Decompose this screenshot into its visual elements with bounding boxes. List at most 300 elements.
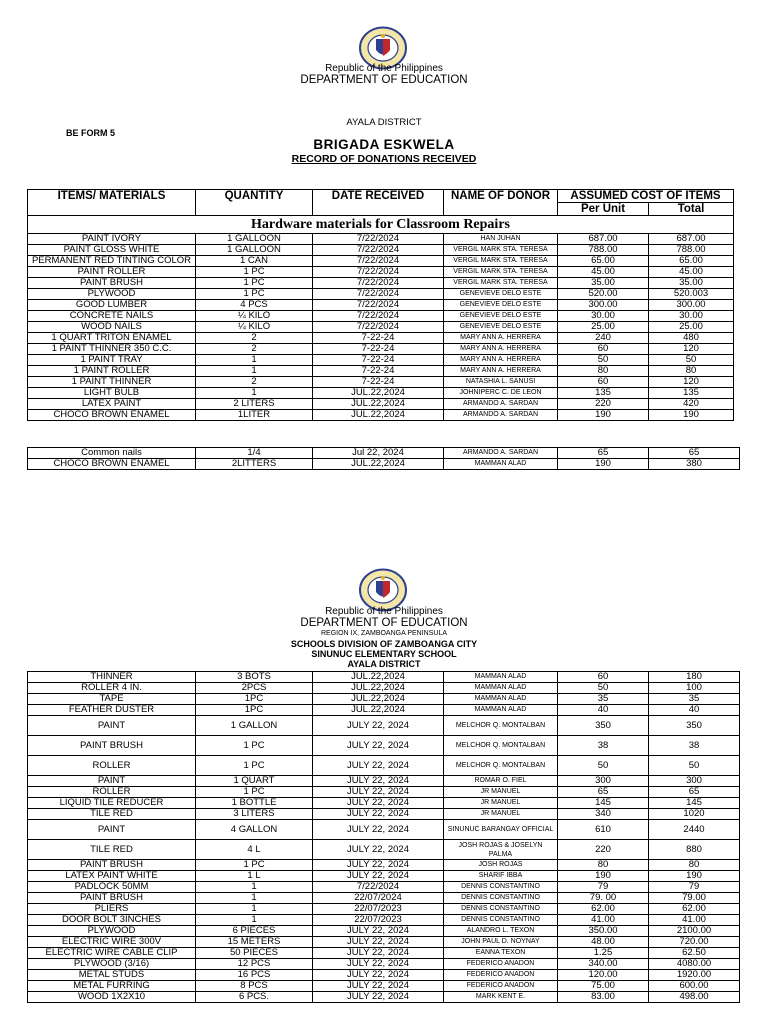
cell-per-unit: 50 [558,756,649,776]
cell-quantity: 2 [196,344,313,355]
cell-date: JULY 22, 2024 [313,756,444,776]
cell-per-unit: 25.00 [558,322,649,333]
cell-donor: SINUNUC BARANGAY OFFICIAL [444,820,558,840]
donations-table-3 [27,671,740,1003]
cell-quantity: 1 [196,388,313,399]
cell-item: 1 PAINT TRAY [28,355,196,366]
cell-date: JUL.22,2024 [313,399,444,410]
cell-total: 480 [649,333,734,344]
cell-donor: FEDERICO ANADON [444,981,558,992]
cell-per-unit: 190 [558,871,649,882]
cell-donor: DENNIS CONSTANTINO [444,882,558,893]
cell-donor: MARY ANN A. HERRERA [444,366,558,377]
cell-quantity: 1 L [196,871,313,882]
cell-item: LATEX PAINT [28,399,196,410]
cell-per-unit: 45.00 [558,267,649,278]
cell-item: LIQUID TILE REDUCER [28,798,196,809]
table-row [28,344,734,355]
table-row [28,683,740,694]
col-cost-header: ASSUMED COST OF ITEMS [558,190,734,203]
cell-date: JULY 22, 2024 [313,736,444,756]
cell-quantity: 3 BOTS [196,672,313,683]
cell-total: 62.00 [649,904,740,915]
cell-date: 7-22-24 [313,355,444,366]
cell-per-unit: 65 [558,448,649,459]
cell-item: PLYWOOD [28,926,196,937]
cell-date: JUL.22,2024 [313,683,444,694]
cell-donor: MAMMAN ALAD [444,694,558,705]
cell-item: PAINT BRUSH [28,278,196,289]
cell-date: JUL.22,2024 [313,410,444,421]
cell-total: 180 [649,672,740,683]
cell-per-unit: 220 [558,840,649,860]
cell-total: 788.00 [649,245,734,256]
cell-date: 7/22/2024 [313,289,444,300]
cell-item: WOOD NAILS [28,322,196,333]
cell-per-unit: 240 [558,333,649,344]
cell-donor: FEDERICO ANADON [444,970,558,981]
cell-item: PLIERS [28,904,196,915]
cell-item: PLYWOOD [28,289,196,300]
table-row [28,256,734,267]
cell-per-unit: 50 [558,683,649,694]
cell-date: JULY 22, 2024 [313,860,444,871]
cell-total: 100 [649,683,740,694]
cell-donor: VERGIL MARK STA. TERESA [444,245,558,256]
cell-item: CHOCO BROWN ENAMEL [28,410,196,421]
table-row [28,366,734,377]
table-row [28,893,740,904]
cell-quantity: 1PC [196,694,313,705]
col-items-header: ITEMS/ MATERIALS [28,190,196,216]
cell-total: 720.00 [649,937,740,948]
cell-item: WOOD 1X2X10 [28,992,196,1003]
cell-total: 120 [649,377,734,388]
cell-item: PERMANENT RED TINTING COLOR [28,256,196,267]
cell-date: JULY 22, 2024 [313,840,444,860]
cell-total: 35.00 [649,278,734,289]
cell-total: 420 [649,399,734,410]
cell-item: PAINT BRUSH [28,736,196,756]
cell-total: 65.00 [649,256,734,267]
table-row [28,776,740,787]
cell-donor: MAMMAN ALAD [444,705,558,716]
cell-quantity: 1 PC [196,736,313,756]
table-row [28,981,740,992]
cell-quantity: 50 PIECES [196,948,313,959]
cell-quantity: 6 PCS. [196,992,313,1003]
cell-item: ELECTRIC WIRE CABLE CLIP [28,948,196,959]
cell-per-unit: 62.00 [558,904,649,915]
cell-per-unit: 520.00 [558,289,649,300]
cell-per-unit: 350 [558,716,649,736]
table-row [28,377,734,388]
cell-donor: ARMANDO A. SARDAN [444,448,558,459]
cell-date: 7/22/2024 [313,300,444,311]
col-date-header: DATE RECEIVED [313,190,444,216]
cell-quantity: 1 GALLOON [196,245,313,256]
cell-per-unit: 350.00 [558,926,649,937]
cell-per-unit: 120.00 [558,970,649,981]
cell-date: JULY 22, 2024 [313,992,444,1003]
cell-item: 1 PAINT ROLLER [28,366,196,377]
cell-item: THINNER [28,672,196,683]
cell-donor: MAMMAN ALAD [444,672,558,683]
cell-total: 41.00 [649,915,740,926]
cell-quantity: 1 QUART [196,776,313,787]
table-row [28,871,740,882]
cell-per-unit: 687.00 [558,234,649,245]
table-row [28,787,740,798]
district-heading-2: AYALA DISTRICT [347,659,421,669]
cell-donor: JR MANUEL [444,787,558,798]
cell-date: JULY 22, 2024 [313,798,444,809]
table-row [28,937,740,948]
cell-date: JULY 22, 2024 [313,981,444,992]
cell-donor: MARK KENT E. [444,992,558,1003]
cell-quantity: 16 PCS [196,970,313,981]
table-row [28,716,740,736]
cell-date: JUL.22,2024 [313,388,444,399]
cell-per-unit: 35 [558,694,649,705]
cell-date: 22/07/2023 [313,915,444,926]
cell-per-unit: 65.00 [558,256,649,267]
cell-item: PAINT BRUSH [28,860,196,871]
section-title: Hardware materials for Classroom Repairs [28,216,734,234]
table-row [28,355,734,366]
cell-donor: VERGIL MARK STA. TERESA [444,256,558,267]
donations-table-2 [27,447,740,470]
col-donor-header: NAME OF DONOR [444,190,558,216]
cell-donor: FEDERICO ANADON [444,959,558,970]
cell-item: ROLLER [28,787,196,798]
cell-total: 45.00 [649,267,734,278]
district-heading: AYALA DISTRICT [346,117,422,128]
cell-item: TAPE [28,694,196,705]
cell-donor: VERGIL MARK STA. TERESA [444,267,558,278]
cell-per-unit: 50 [558,355,649,366]
cell-per-unit: 300.00 [558,300,649,311]
cell-date: JULY 22, 2024 [313,787,444,798]
cell-date: JULY 22, 2024 [313,959,444,970]
table-row [28,882,740,893]
school-heading: SINUNUC ELEMENTARY SCHOOL [311,649,457,659]
cell-item: FEATHER DUSTER [28,705,196,716]
republic-heading-2: Republic of the Philippines [325,606,443,617]
cell-total: 687.00 [649,234,734,245]
cell-per-unit: 35.00 [558,278,649,289]
cell-donor: JR MANUEL [444,809,558,820]
cell-donor: DENNIS CONSTANTINO [444,915,558,926]
cell-per-unit: 40 [558,705,649,716]
cell-item: Common nails [28,448,196,459]
cell-total: 520.003 [649,289,734,300]
cell-total: 190 [649,410,734,421]
cell-quantity: 1 [196,893,313,904]
cell-total: 120 [649,344,734,355]
cell-total: 40 [649,705,740,716]
cell-item: TILE RED [28,840,196,860]
cell-total: 300 [649,776,740,787]
cell-donor: GENEVIEVE DELO ESTE [444,300,558,311]
cell-item: PAINT GLOSS WHITE [28,245,196,256]
cell-per-unit: 30.00 [558,311,649,322]
record-title: RECORD OF DONATIONS RECEIVED [291,153,477,165]
cell-total: 80 [649,366,734,377]
cell-item: ELECTRIC WIRE 300V [28,937,196,948]
cell-total: 35 [649,694,740,705]
cell-per-unit: 80 [558,366,649,377]
cell-quantity: 4 PCS [196,300,313,311]
cell-donor: ALANDRO L. TEXON [444,926,558,937]
table-row [28,948,740,959]
cell-date: 7/22/2024 [313,267,444,278]
table-row [28,736,740,756]
republic-heading: Republic of the Philippines [325,63,443,74]
cell-date: JULY 22, 2024 [313,871,444,882]
table-row [28,798,740,809]
cell-item: PAINT ROLLER [28,267,196,278]
table-row [28,245,734,256]
cell-donor: JOHNIPERC C. DE LEON [444,388,558,399]
cell-item: CHOCO BROWN ENAMEL [28,459,196,470]
table-row [28,926,740,937]
cell-per-unit: 135 [558,388,649,399]
cell-total: 30.00 [649,311,734,322]
cell-date: JULY 22, 2024 [313,970,444,981]
table-row [28,992,740,1003]
cell-item: DOOR BOLT 3INCHES [28,915,196,926]
cell-date: JUL.22,2024 [313,672,444,683]
cell-quantity: 6 PIECES [196,926,313,937]
cell-quantity: 1 GALLOON [196,234,313,245]
table-row [28,959,740,970]
cell-date: JULY 22, 2024 [313,820,444,840]
donations-table-1 [27,189,734,421]
division-heading: SCHOOLS DIVISION OF ZAMBOANGA CITY [290,639,478,649]
cell-item: ROLLER 4 IN. [28,683,196,694]
cell-item: LATEX PAINT WHITE [28,871,196,882]
cell-donor: JR MANUEL [444,798,558,809]
cell-per-unit: 610 [558,820,649,840]
cell-quantity: 1 [196,355,313,366]
cell-donor: SHARIF IBBA [444,871,558,882]
cell-total: 380 [649,459,740,470]
table-row [28,860,740,871]
cell-date: Jul 22, 2024 [313,448,444,459]
cell-quantity: 1 PC [196,860,313,871]
cell-per-unit: 48.00 [558,937,649,948]
cell-item: 1 PAINT THINNER [28,377,196,388]
program-title: BRIGADA ESKWELA [313,137,455,152]
cell-item: PAINT [28,716,196,736]
cell-donor: ROMAR O. FIEL [444,776,558,787]
cell-total: 880 [649,840,740,860]
cell-per-unit: 41.00 [558,915,649,926]
cell-quantity: 1 CAN [196,256,313,267]
cell-date: 7/22/2024 [313,322,444,333]
cell-total: 80 [649,860,740,871]
cell-quantity: 1 GALLON [196,716,313,736]
cell-date: 7/22/2024 [313,256,444,267]
cell-quantity: 1 [196,882,313,893]
cell-total: 190 [649,871,740,882]
cell-per-unit: 83.00 [558,992,649,1003]
table-row [28,705,740,716]
cell-date: 7-22-24 [313,333,444,344]
cell-donor: JOHN PAUL D. NOYNAY [444,937,558,948]
cell-quantity: ¼ KILO [196,322,313,333]
cell-donor: JOSH ROJAS [444,860,558,871]
cell-date: JULY 22, 2024 [313,937,444,948]
table-row [28,410,734,421]
cell-quantity: 2 [196,377,313,388]
cell-donor: HAN JUHAN [444,234,558,245]
table-row [28,448,740,459]
cell-date: JULY 22, 2024 [313,776,444,787]
cell-item: PAINT BRUSH [28,893,196,904]
cell-donor: GENEVIEVE DELO ESTE [444,322,558,333]
cell-quantity: 12 PCS [196,959,313,970]
cell-item: PAINT [28,820,196,840]
cell-quantity: 2 LITERS [196,399,313,410]
cell-per-unit: 60 [558,344,649,355]
cell-item: METAL FURRING [28,981,196,992]
cell-date: JULY 22, 2024 [313,809,444,820]
table-row [28,694,740,705]
cell-donor: MELCHOR Q. MONTALBAN [444,736,558,756]
cell-quantity: 1 PC [196,787,313,798]
cell-total: 4080.00 [649,959,740,970]
cell-quantity: 1 PC [196,267,313,278]
cell-item: 1 PAINT THINNER 350 C.C. [28,344,196,355]
cell-donor: NATASHIA L. SANUSI [444,377,558,388]
cell-total: 38 [649,736,740,756]
cell-total: 50 [649,355,734,366]
department-heading: DEPARTMENT OF EDUCATION [300,74,468,86]
cell-quantity: 15 METERS [196,937,313,948]
cell-donor: GENEVIEVE DELO ESTE [444,289,558,300]
cell-total: 1020 [649,809,740,820]
table-row [28,234,734,245]
table-row [28,820,740,840]
cell-total: 65 [649,448,740,459]
cell-donor: JOSH ROJAS & JOSELYN PALMA [444,840,558,860]
cell-total: 62.50 [649,948,740,959]
cell-donor: MELCHOR Q. MONTALBAN [444,756,558,776]
cell-donor: MELCHOR Q. MONTALBAN [444,716,558,736]
region-heading: REGION IX, ZAMBOANGA PENINSULA [320,630,448,637]
col-per-unit-header: Per Unit [558,203,649,216]
cell-date: JULY 22, 2024 [313,716,444,736]
table-row [28,388,734,399]
cell-donor: MAMMAN ALAD [444,459,558,470]
table-row [28,333,734,344]
cell-total: 300.00 [649,300,734,311]
table-row [28,672,740,683]
cell-donor: VERGIL MARK STA. TERESA [444,278,558,289]
cell-date: 7/22/2024 [313,234,444,245]
cell-total: 135 [649,388,734,399]
cell-quantity: 4 L [196,840,313,860]
cell-quantity: 1 PC [196,278,313,289]
cell-quantity: 8 PCS [196,981,313,992]
cell-total: 498.00 [649,992,740,1003]
cell-per-unit: 80 [558,860,649,871]
cell-date: JULY 22, 2024 [313,926,444,937]
cell-date: 7/22/2024 [313,245,444,256]
cell-per-unit: 340.00 [558,959,649,970]
cell-date: 22/07/2024 [313,893,444,904]
cell-quantity: 1 [196,366,313,377]
cell-date: 22/07/2023 [313,904,444,915]
cell-item: 1 QUART TRITON ENAMEL [28,333,196,344]
cell-quantity: 1 [196,904,313,915]
cell-per-unit: 60 [558,672,649,683]
cell-per-unit: 75.00 [558,981,649,992]
cell-item: ROLLER [28,756,196,776]
table-row [28,459,740,470]
cell-total: 600.00 [649,981,740,992]
table-row [28,311,734,322]
cell-date: JUL.22,2024 [313,705,444,716]
cell-item: CONCRETE NAILS [28,311,196,322]
table-row [28,840,740,860]
table-row [28,289,734,300]
cell-donor: MARY ANN A. HERRERA [444,355,558,366]
table-row [28,756,740,776]
cell-date: JUL.22,2024 [313,459,444,470]
cell-total: 350 [649,716,740,736]
cell-quantity: 1 PC [196,289,313,300]
cell-date: 7-22-24 [313,366,444,377]
cell-per-unit: 190 [558,410,649,421]
cell-per-unit: 340 [558,809,649,820]
cell-donor: ARMANDO A. SARDAN [444,399,558,410]
col-total-header: Total [649,203,734,216]
table-row [28,399,734,410]
cell-date: 7-22-24 [313,344,444,355]
cell-total: 50 [649,756,740,776]
cell-date: 7/22/2024 [313,311,444,322]
cell-donor: DENNIS CONSTANTINO [444,893,558,904]
cell-date: 7/22/2024 [313,278,444,289]
cell-total: 2100.00 [649,926,740,937]
cell-quantity: 1 [196,915,313,926]
cell-quantity: 2PCS [196,683,313,694]
cell-total: 25.00 [649,322,734,333]
table-row [28,809,740,820]
table-row [28,970,740,981]
cell-quantity: 1LITER [196,410,313,421]
cell-item: METAL STUDS [28,970,196,981]
cell-per-unit: 1.25 [558,948,649,959]
cell-quantity: ¼ KILO [196,311,313,322]
cell-donor: ARMANDO A. SARDAN [444,410,558,421]
cell-item: PAINT [28,776,196,787]
table-row [28,278,734,289]
cell-total: 145 [649,798,740,809]
cell-quantity: 2LITTERS [196,459,313,470]
cell-item: PADLOCK 50MM [28,882,196,893]
cell-quantity: 2 [196,333,313,344]
cell-per-unit: 300 [558,776,649,787]
cell-total: 79 [649,882,740,893]
department-heading-2: DEPARTMENT OF EDUCATION [300,617,468,629]
cell-date: JULY 22, 2024 [313,948,444,959]
cell-donor: EANNA TEXON [444,948,558,959]
cell-item: PLYWOOD (3/16) [28,959,196,970]
